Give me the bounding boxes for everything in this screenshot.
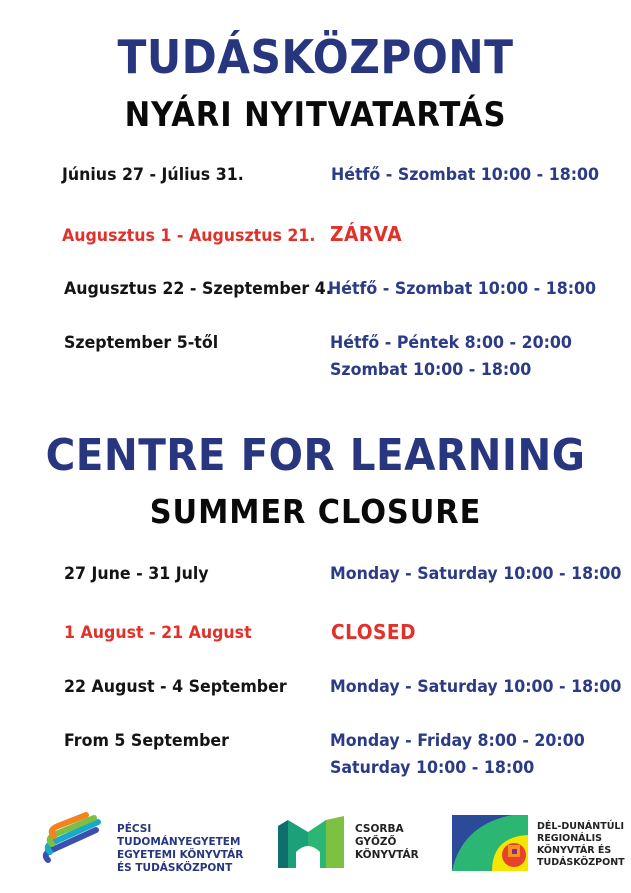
pte-logo-icon <box>38 812 108 870</box>
csorba-logo-icon <box>278 816 346 868</box>
subtitle-hungarian: NYÁRI NYITVATARTÁS <box>124 95 507 135</box>
hu-row-2-closed: ZÁRVA <box>330 222 403 246</box>
hu-row-4-dates: Szeptember 5-től <box>64 333 219 353</box>
csorba-logo-text: CSORBA GYŐZŐ KÖNYVTÁR <box>355 823 419 861</box>
en-row-4-dates: From 5 September <box>64 731 229 751</box>
en-row-4-hours-saturday: Saturday 10:00 - 18:00 <box>330 758 535 778</box>
en-row-1-hours: Monday - Saturday 10:00 - 18:00 <box>330 564 622 584</box>
en-row-2-dates: 1 August - 21 August <box>64 623 252 643</box>
ddrk-logo-text: DÉL-DUNÁNTÚLI REGIONÁLIS KÖNYVTÁR ÉS TUDÁSKÖZPONT <box>537 821 625 868</box>
subtitle-english: SUMMER CLOSURE <box>149 492 482 531</box>
en-row-1-dates: 27 June - 31 July <box>64 564 209 584</box>
hu-row-4-hours: Hétfő - Péntek 8:00 - 20:00 <box>330 333 572 353</box>
hu-row-3-hours: Hétfő - Szombat 10:00 - 18:00 <box>328 279 597 299</box>
en-row-3-hours: Monday - Saturday 10:00 - 18:00 <box>330 677 622 697</box>
en-row-3-dates: 22 August - 4 September <box>64 677 287 697</box>
en-row-2-closed: CLOSED <box>331 620 416 644</box>
hu-row-4-hours-saturday: Szombat 10:00 - 18:00 <box>330 360 532 380</box>
ddrk-logo-icon <box>452 815 528 871</box>
hu-row-1-hours: Hétfő - Szombat 10:00 - 18:00 <box>331 165 600 185</box>
title-hungarian: TUDÁSKÖZPONT <box>117 30 514 84</box>
title-english: CENTRE FOR LEARNING <box>45 430 586 481</box>
pte-logo-text: PÉCSI TUDOMÁNYEGYETEM EGYETEMI KÖNYVTÁR ÉS TUDÁSKÖZPONT <box>117 823 244 874</box>
hu-row-3-dates: Augusztus 22 - Szeptember 4. <box>64 279 332 299</box>
hu-row-2-dates: Augusztus 1 - Augusztus 21. <box>62 226 316 246</box>
hu-row-1-dates: Június 27 - Július 31. <box>62 165 244 185</box>
en-row-4-hours: Monday - Friday 8:00 - 20:00 <box>330 731 585 751</box>
